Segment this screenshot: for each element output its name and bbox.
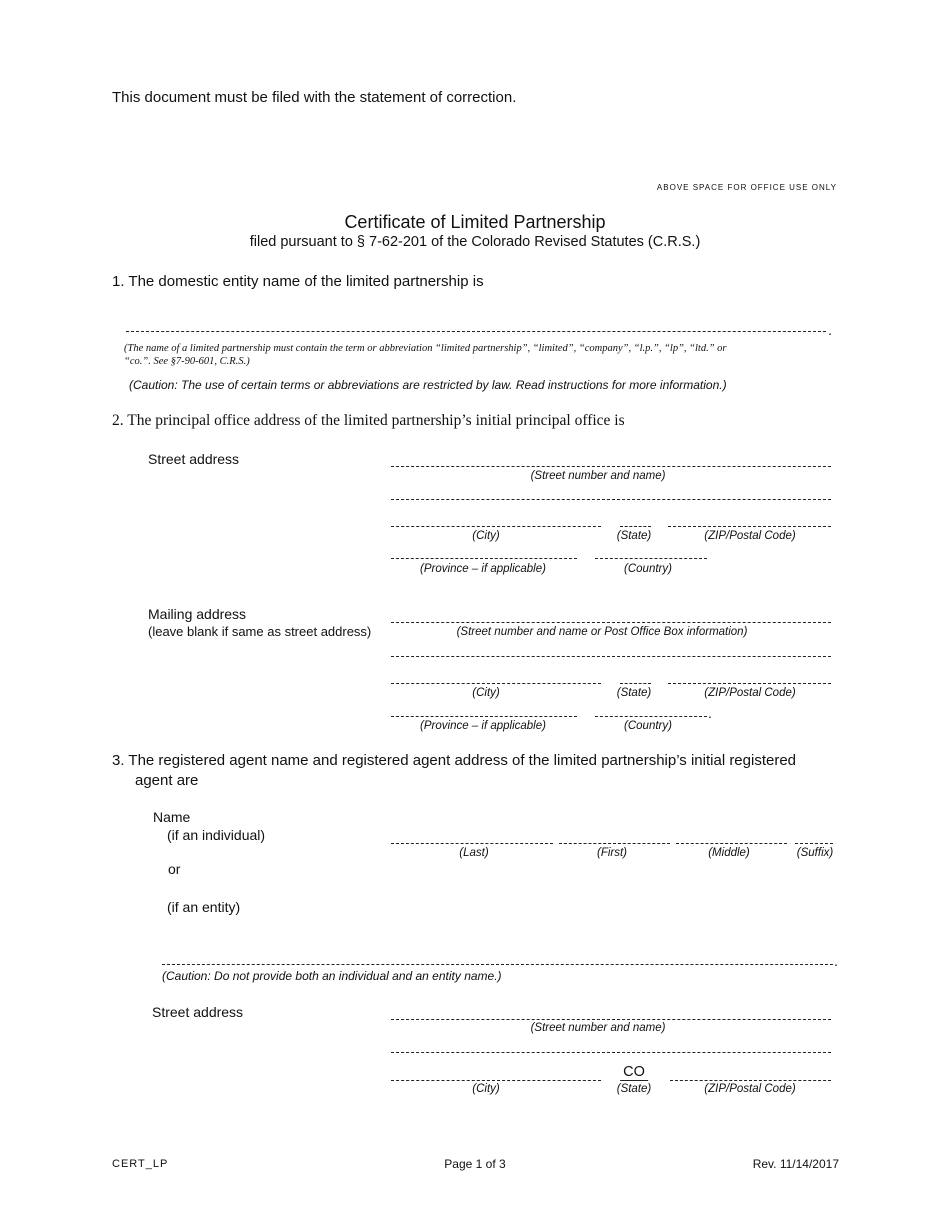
mailing-street-field[interactable] [391, 622, 831, 623]
principal-city-caption: (City) [472, 530, 500, 542]
principal-country-caption: (Country) [624, 563, 672, 575]
agent-street-line2-field[interactable] [391, 1052, 831, 1053]
office-use-label: ABOVE SPACE FOR OFFICE USE ONLY [656, 183, 837, 192]
principal-street-label: Street address [148, 451, 240, 467]
revision-date: Rev. 11/14/2017 [752, 1157, 839, 1171]
principal-province-caption: (Province – if applicable) [420, 563, 546, 575]
agent-last-name-field[interactable] [391, 843, 553, 844]
principal-zip-field[interactable] [668, 526, 831, 527]
agent-middle-name-field[interactable] [676, 843, 787, 844]
principal-province-field[interactable] [391, 558, 577, 559]
document-title: Certificate of Limited Partnership [344, 212, 606, 232]
agent-street-field[interactable] [391, 1019, 831, 1020]
agent-zip-caption: (ZIP/Postal Code) [704, 1083, 796, 1095]
mailing-state-field[interactable] [620, 683, 651, 684]
mailing-province-caption: (Province – if applicable) [420, 720, 546, 732]
mailing-street-caption: (Street number and name or Post Office Box information) [456, 626, 748, 638]
mailing-country-caption: (Country) [624, 720, 672, 732]
form-id: CERT_LP [112, 1158, 169, 1170]
page-number: Page 1 of 3 [444, 1157, 506, 1171]
mailing-street-line2-field[interactable] [391, 656, 831, 657]
principal-street-line2-field[interactable] [391, 499, 831, 500]
mailing-province-field[interactable] [391, 716, 577, 717]
principal-state-caption: (State) [616, 530, 652, 542]
agent-suffix-field[interactable] [795, 843, 833, 844]
agent-entity-name-field[interactable] [162, 964, 833, 965]
entity-name-field[interactable] [126, 331, 826, 332]
principal-street-field[interactable] [391, 466, 831, 467]
agent-first-name-field[interactable] [559, 843, 670, 844]
agent-middle-caption: (Middle) [708, 847, 750, 859]
mailing-city-field[interactable] [391, 683, 601, 684]
mailing-country-field[interactable] [595, 716, 707, 717]
section-3-caution: (Caution: Do not provide both an individual and an entity name.) [162, 969, 502, 983]
filing-notice: This document must be filed with the statement of correction. [112, 89, 517, 106]
agent-zip-field[interactable] [670, 1080, 831, 1081]
principal-zip-caption: (ZIP/Postal Code) [704, 530, 796, 542]
agent-name-label: Name [153, 809, 191, 825]
mailing-state-caption: (State) [616, 687, 652, 699]
entity-name-note-1: (The name of a limited partnership must contain the term or abbreviation “limited partnership”, “limited”, “company”, “l.p.”, “lp”, “ltd.” or [124, 343, 727, 354]
agent-street-caption: (Street number and name) [530, 1022, 666, 1034]
section-3-label-line1: 3. The registered agent name and registered agent address of the limited partnership’s initial registered [112, 752, 797, 769]
agent-suffix-caption: (Suffix) [796, 847, 834, 859]
agent-street-label: Street address [152, 1004, 244, 1020]
section-3-label-line2: agent are [135, 772, 199, 789]
entity-name-period: . [828, 322, 832, 338]
agent-city-caption: (City) [472, 1083, 500, 1095]
section-1-caution: (Caution: The use of certain terms or abbreviations are restricted by law. Read instructions for more information.) [129, 378, 727, 392]
agent-first-caption: (First) [596, 847, 628, 859]
mailing-country-period: . [708, 705, 712, 721]
agent-individual-label: (if an individual) [167, 827, 266, 843]
section-2-label: 2. The principal office address of the limited partnership’s initial principal office is [112, 412, 625, 429]
agent-entity-period: . [834, 953, 838, 969]
mailing-address-label: Mailing address [148, 606, 247, 622]
document-subtitle: filed pursuant to § 7-62-201 of the Colorado Revised Statutes (C.R.S.) [249, 234, 701, 250]
principal-country-field[interactable] [595, 558, 707, 559]
agent-entity-label: (if an entity) [167, 899, 241, 915]
mailing-city-caption: (City) [472, 687, 500, 699]
entity-name-note-2: “co.”. See §7-90-601, C.R.S.) [124, 356, 250, 367]
principal-state-field[interactable] [620, 526, 651, 527]
agent-state-caption: (State) [616, 1083, 652, 1095]
agent-state-value: CO [620, 1064, 648, 1081]
agent-or-label: or [168, 861, 181, 877]
agent-last-caption: (Last) [459, 847, 489, 859]
mailing-zip-caption: (ZIP/Postal Code) [704, 687, 796, 699]
principal-city-field[interactable] [391, 526, 601, 527]
principal-street-caption: (Street number and name) [530, 470, 666, 482]
mailing-zip-field[interactable] [668, 683, 831, 684]
agent-city-field[interactable] [391, 1080, 601, 1081]
mailing-address-sublabel: (leave blank if same as street address) [148, 624, 372, 639]
section-1-label: 1. The domestic entity name of the limited partnership is [112, 273, 484, 290]
